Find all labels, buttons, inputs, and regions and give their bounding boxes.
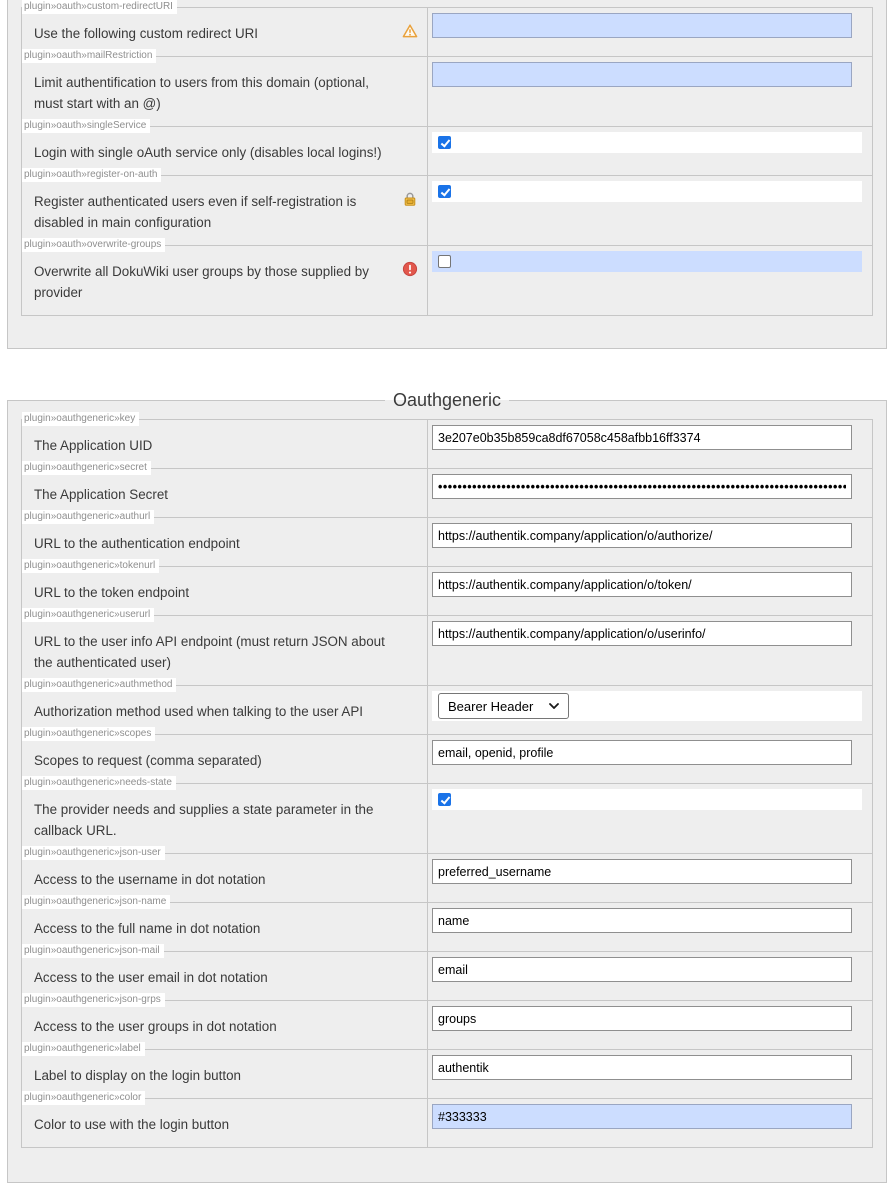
authmethod-select[interactable] — [438, 693, 569, 719]
setting-control-cell — [428, 903, 873, 952]
checkbox[interactable] — [438, 136, 451, 149]
setting-control-cell — [428, 686, 873, 735]
setting-key: plugin»oauthgeneric»authurl — [22, 510, 154, 524]
setting-label: Color to use with the login button — [34, 1117, 230, 1132]
config-section-oauthgeneric — [7, 389, 887, 1183]
setting-key: plugin»oauthgeneric»authmethod — [22, 678, 176, 692]
config-row — [22, 57, 873, 127]
config-row — [22, 1099, 873, 1148]
config-row — [22, 246, 873, 316]
text-input[interactable] — [432, 859, 852, 884]
setting-key: plugin»oauthgeneric»userurl — [22, 608, 154, 622]
setting-label: Use the following custom redirect URI — [34, 26, 259, 41]
setting-label: Authorization method used when talking to the user API — [34, 704, 364, 719]
setting-control-cell — [428, 784, 873, 854]
checkbox-strip — [432, 789, 862, 810]
oauth-settings-table — [21, 1, 873, 316]
lock-icon — [402, 191, 418, 207]
config-row — [22, 1001, 873, 1050]
text-input[interactable] — [432, 1006, 852, 1031]
setting-control-cell — [428, 1099, 873, 1148]
setting-label: The provider needs and supplies a state parameter in the callback URL. — [34, 802, 374, 838]
setting-key: plugin»oauthgeneric»needs-state — [22, 776, 176, 790]
setting-label: Register authenticated users even if self-registration is disabled in main configuration — [34, 194, 357, 230]
config-row — [22, 176, 873, 246]
section-legend: Oauthgeneric — [392, 390, 502, 410]
setting-control-cell — [428, 8, 873, 57]
config-row — [22, 784, 873, 854]
setting-label: The Application Secret — [34, 487, 168, 502]
setting-key: plugin»oauth»custom-redirectURI — [22, 0, 177, 14]
text-input[interactable] — [432, 13, 852, 38]
setting-control-cell — [428, 1050, 873, 1099]
text-input[interactable] — [432, 425, 852, 450]
lock-icon — [402, 191, 418, 207]
setting-label: Label to display on the login button — [34, 1068, 241, 1083]
password-input[interactable] — [432, 474, 852, 499]
setting-label-cell — [22, 609, 428, 686]
setting-label: The Application UID — [34, 438, 153, 453]
setting-control-cell — [428, 616, 873, 686]
setting-label-cell — [22, 169, 428, 246]
select-strip — [432, 691, 862, 721]
setting-key: plugin»oauthgeneric»key — [22, 412, 139, 426]
checkbox-strip — [432, 132, 862, 153]
setting-control-cell — [428, 567, 873, 616]
setting-key: plugin»oauthgeneric»secret — [22, 461, 151, 475]
setting-control-cell — [428, 952, 873, 1001]
error-icon — [402, 261, 418, 277]
setting-label: Login with single oAuth service only (disables local logins!) — [34, 145, 382, 160]
warning-icon — [402, 23, 418, 39]
checkbox-strip — [432, 181, 862, 202]
setting-key: plugin»oauthgeneric»json-grps — [22, 993, 165, 1007]
text-input[interactable] — [432, 62, 852, 87]
setting-control-cell — [428, 420, 873, 469]
setting-key: plugin»oauth»mailRestriction — [22, 49, 156, 63]
setting-key: plugin»oauthgeneric»json-name — [22, 895, 170, 909]
config-row — [22, 1050, 873, 1099]
config-page — [7, 0, 887, 1183]
setting-label-cell — [22, 777, 428, 854]
setting-label: Scopes to request (comma separated) — [34, 753, 262, 768]
setting-label-cell — [22, 50, 428, 127]
text-input[interactable] — [432, 572, 852, 597]
checkbox-strip — [432, 251, 862, 272]
text-input[interactable] — [432, 1055, 852, 1080]
setting-key: plugin»oauth»register-on-auth — [22, 168, 161, 182]
warning-icon — [402, 23, 418, 39]
setting-key: plugin»oauthgeneric»color — [22, 1091, 145, 1105]
setting-key: plugin»oauthgeneric»json-mail — [22, 944, 164, 958]
setting-key: plugin»oauth»singleService — [22, 119, 150, 133]
setting-key: plugin»oauth»overwrite-groups — [22, 238, 165, 252]
setting-control-cell — [428, 469, 873, 518]
setting-control-cell — [428, 127, 873, 176]
setting-key: plugin»oauthgeneric»tokenurl — [22, 559, 159, 573]
text-input[interactable] — [432, 957, 852, 982]
setting-control-cell — [428, 518, 873, 567]
setting-label: URL to the authentication endpoint — [34, 536, 240, 551]
text-input[interactable] — [432, 523, 852, 548]
setting-label: Access to the user email in dot notation — [34, 970, 268, 985]
setting-label: Access to the user groups in dot notation — [34, 1019, 277, 1034]
setting-key: plugin»oauthgeneric»json-user — [22, 846, 165, 860]
checkbox[interactable] — [438, 255, 451, 268]
setting-control-cell — [428, 854, 873, 903]
text-input[interactable] — [432, 1104, 852, 1129]
setting-label: Overwrite all DokuWiki user groups by those supplied by provider — [34, 264, 369, 300]
setting-label-cell — [22, 1092, 428, 1148]
text-input[interactable] — [432, 740, 852, 765]
setting-control-cell — [428, 246, 873, 316]
setting-control-cell — [428, 57, 873, 127]
error-icon — [402, 261, 418, 277]
setting-label: URL to the token endpoint — [34, 585, 190, 600]
chevron-down-icon — [549, 703, 559, 709]
setting-key: plugin»oauthgeneric»scopes — [22, 727, 155, 741]
text-input[interactable] — [432, 908, 852, 933]
setting-label: URL to the user info API endpoint (must return JSON about the authenticated user) — [34, 634, 385, 670]
checkbox[interactable] — [438, 185, 451, 198]
checkbox[interactable] — [438, 793, 451, 806]
oauthgeneric-settings-table — [21, 413, 873, 1148]
setting-label-cell — [22, 239, 428, 316]
setting-control-cell — [428, 735, 873, 784]
setting-label: Limit authentification to users from this domain (optional, must start with an @) — [34, 75, 369, 111]
setting-key: plugin»oauthgeneric»label — [22, 1042, 145, 1056]
setting-control-cell — [428, 1001, 873, 1050]
config-row — [22, 616, 873, 686]
setting-label: Access to the username in dot notation — [34, 872, 266, 887]
config-section-oauth — [7, 0, 887, 349]
setting-control-cell — [428, 176, 873, 246]
setting-label: Access to the full name in dot notation — [34, 921, 261, 936]
text-input[interactable] — [432, 621, 852, 646]
select-value: Bearer Header — [448, 698, 534, 714]
